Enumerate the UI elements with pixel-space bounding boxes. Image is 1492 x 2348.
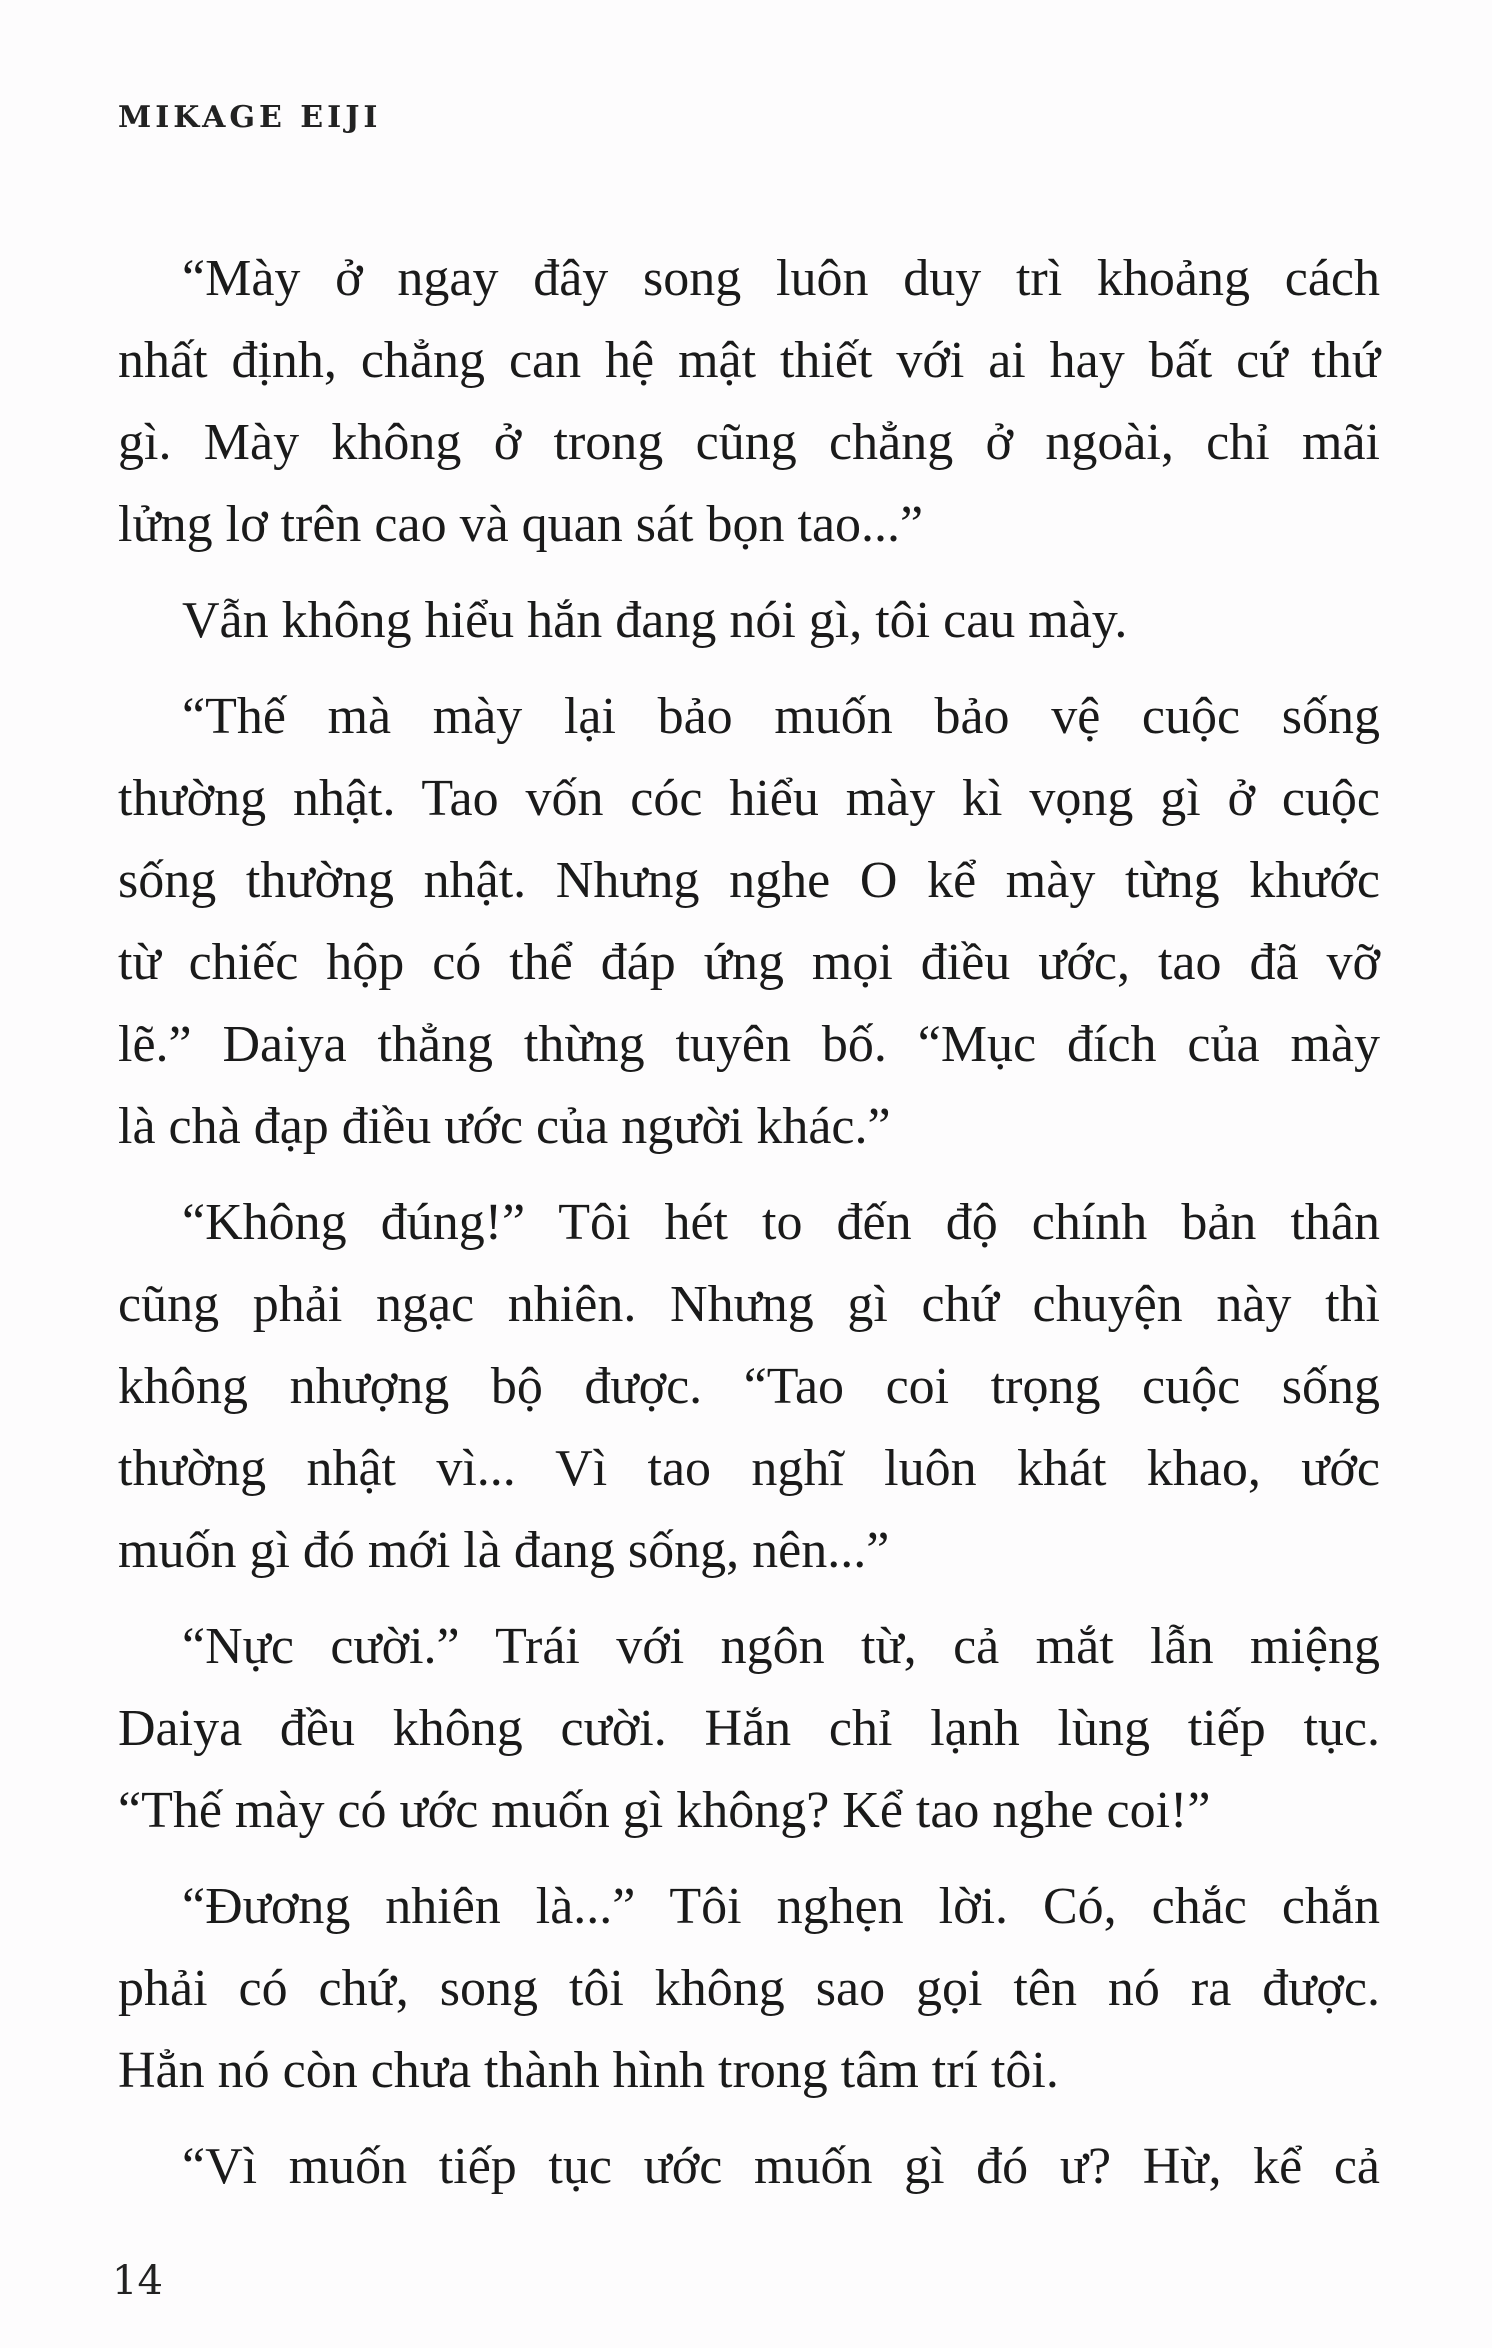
text-line: thường nhật. Tao vốn cóc hiểu mày kì vọng gì ở cuộc bbox=[118, 770, 1380, 827]
page-number: 14 bbox=[112, 2258, 163, 2304]
running-header: MIKAGE EIJI bbox=[118, 100, 382, 135]
text-line: là chà đạp điều ước của người khác.” bbox=[118, 1098, 891, 1155]
text-line: sống thường nhật. Nhưng nghe O kể mày từng khước bbox=[118, 852, 1380, 909]
text-line: thường nhật vì... Vì tao nghĩ luôn khát khao, ước bbox=[118, 1440, 1380, 1497]
text-line: “Không đúng!” Tôi hét to đến độ chính bản thân bbox=[182, 1194, 1380, 1251]
text-line: Hẳn nó còn chưa thành hình trong tâm trí tôi. bbox=[118, 2042, 1059, 2099]
paragraph bbox=[118, 1182, 1380, 1592]
page-body bbox=[118, 238, 1380, 2222]
paragraph bbox=[118, 2126, 1380, 2208]
text-line: nhất định, chẳng can hệ mật thiết với ai hay bất cứ thứ bbox=[118, 332, 1380, 389]
text-line: phải có chứ, song tôi không sao gọi tên nó ra được. bbox=[118, 1960, 1380, 2017]
text-line: “Đương nhiên là...” Tôi nghẹn lời. Có, chắc chắn bbox=[182, 1878, 1380, 1935]
paragraph bbox=[118, 580, 1380, 662]
text-line: gì. Mày không ở trong cũng chẳng ở ngoài, chỉ mãi bbox=[118, 414, 1380, 471]
paragraph bbox=[118, 676, 1380, 1168]
text-line: “Nực cười.” Trái với ngôn từ, cả mắt lẫn miệng bbox=[182, 1618, 1380, 1675]
text-line: lẽ.” Daiya thẳng thừng tuyên bố. “Mục đích của mày bbox=[118, 1016, 1380, 1073]
text-line: “Thế mày có ước muốn gì không? Kể tao nghe coi!” bbox=[118, 1782, 1211, 1839]
text-line: muốn gì đó mới là đang sống, nên...” bbox=[118, 1522, 890, 1579]
text-line: “Vì muốn tiếp tục ước muốn gì đó ư? Hừ, kể cả bbox=[182, 2138, 1380, 2195]
text-line: cũng phải ngạc nhiên. Nhưng gì chứ chuyện này thì bbox=[118, 1276, 1380, 1333]
text-line: “Mày ở ngay đây song luôn duy trì khoảng cách bbox=[182, 250, 1380, 307]
text-line: lửng lơ trên cao và quan sát bọn tao...” bbox=[118, 496, 924, 553]
paragraph bbox=[118, 1866, 1380, 2112]
text-line: Daiya đều không cười. Hắn chỉ lạnh lùng tiếp tục. bbox=[118, 1700, 1380, 1757]
text-line: không nhượng bộ được. “Tao coi trọng cuộc sống bbox=[118, 1358, 1380, 1415]
paragraph bbox=[118, 238, 1380, 566]
paragraph bbox=[118, 1606, 1380, 1852]
text-line: Vẫn không hiểu hắn đang nói gì, tôi cau mày. bbox=[182, 592, 1128, 649]
text-line: từ chiếc hộp có thể đáp ứng mọi điều ước, tao đã vỡ bbox=[118, 934, 1380, 991]
text-line: “Thế mà mày lại bảo muốn bảo vệ cuộc sống bbox=[182, 688, 1380, 745]
